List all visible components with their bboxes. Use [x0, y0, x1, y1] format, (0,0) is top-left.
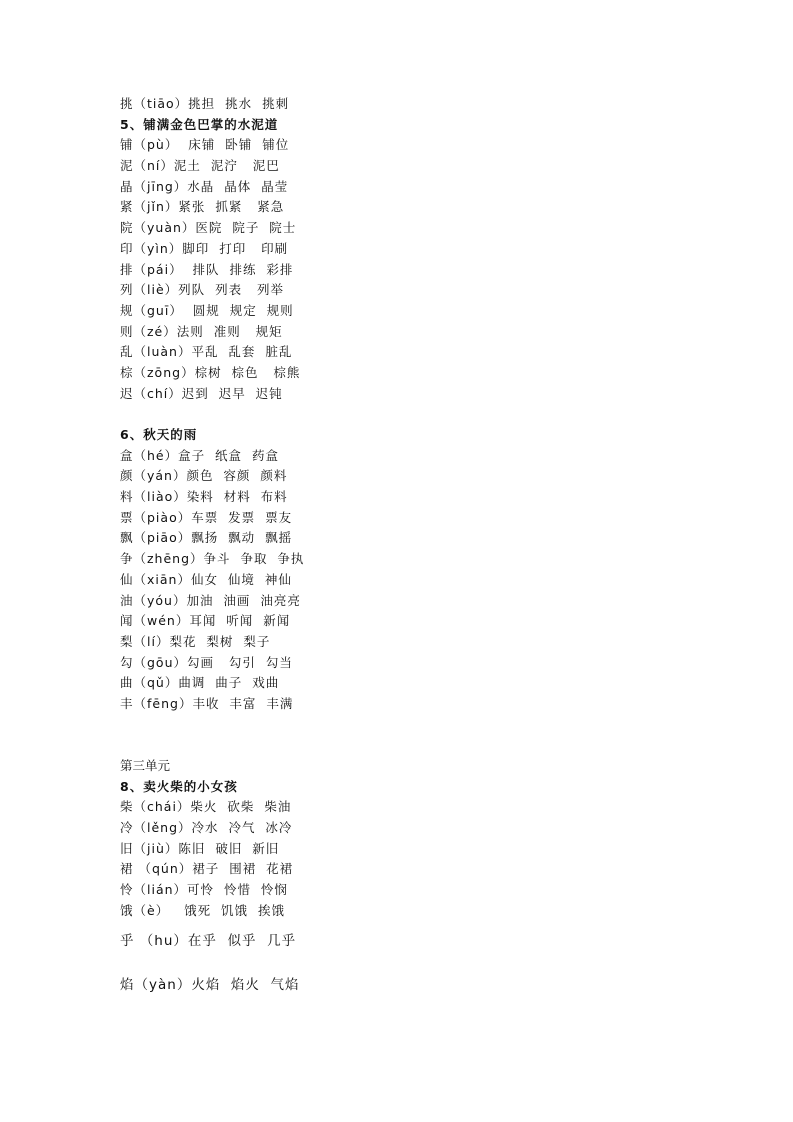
vocab-line: 旧（jiù）陈旧 破旧 新旧 [120, 840, 280, 856]
vocab-line: 则（zé）法则 准则 规矩 [120, 323, 283, 339]
spacer [120, 715, 740, 756]
vocab-line: 油（yóu）加油 油画 油亮亮 [120, 592, 301, 608]
vocab-line: 曲（qǔ）曲调 曲子 戏曲 [120, 675, 280, 691]
vocab-line: 乎 （hu）在乎 似乎 几乎 [120, 932, 297, 949]
vocab-line: 晶（jīng）水晶 晶体 晶莹 [120, 178, 289, 194]
vocab-line: 梨（lí）梨花 梨树 梨子 [120, 633, 271, 649]
vocab-line: 飘（piāo）飘扬 飘动 飘摇 [120, 530, 293, 546]
vocab-line: 列（liè）列队 列表 列举 [120, 282, 285, 298]
vocab-line: 焰（yàn）火焰 焰火 气焰 [120, 976, 300, 993]
lesson-8-title: 8、卖火柴的小女孩 [120, 778, 238, 794]
unit-3-label: 第三单元 [120, 758, 171, 774]
text-line: 挑（tiāo）挑担 挑水 挑刺 [120, 96, 290, 111]
vocab-line: 棕（zōng）棕树 棕色 棕熊 [120, 364, 301, 380]
vocab-line: 盒（hé）盒子 纸盒 药盒 [120, 447, 280, 463]
lesson-8-vocab-list [120, 797, 740, 921]
vocab-line: 铺（pù） 床铺 卧铺 铺位 [120, 137, 290, 153]
lesson-6-vocab-list [120, 446, 740, 715]
vocab-line: 裙 （qún）裙子 围裙 花裙 [120, 861, 294, 877]
vocab-line: 印（yìn）脚印 打印 印刷 [120, 240, 289, 256]
vocab-line: 仙（xiān）仙女 仙境 神仙 [120, 571, 292, 587]
document-page [120, 94, 740, 998]
vocab-line: 排（pái） 排队 排练 彩排 [120, 261, 294, 277]
vocab-line: 乱（luàn）平乱 乱套 脏乱 [120, 344, 293, 360]
lesson-6-title: 6、秋天的雨 [120, 427, 198, 442]
spacer [120, 954, 740, 972]
vocab-line: 泥（ní）泥土 泥泞 泥巴 [120, 158, 280, 174]
vocab-line: 怜（lián）可怜 怜惜 怜悯 [120, 882, 288, 898]
vocab-line: 丰（fēng）丰收 丰富 丰满 [120, 695, 294, 711]
vocab-line: 勾（gōu）勾画 勾引 勾当 [120, 654, 293, 670]
lesson-5-vocab-list [120, 135, 740, 404]
vocab-line: 料（liào）染料 材料 布料 [120, 489, 288, 505]
vocab-line: 饿（è） 饿死 饥饿 挨饿 [120, 902, 286, 918]
vocab-line: 院（yuàn）医院 院子 院士 [120, 220, 297, 236]
vocab-line: 规（guī） 圆规 规定 规则 [120, 302, 294, 318]
vocab-line: 紧（jǐn）紧张 抓紧 紧急 [120, 199, 285, 215]
vocab-line: 迟（chí）迟到 迟早 迟钝 [120, 385, 283, 401]
vocab-line: 冷（lěng）冷水 冷气 冰冷 [120, 820, 293, 836]
lesson-5-title: 5、铺满金色巴掌的水泥道 [120, 116, 279, 132]
vocab-line: 闻（wén）耳闻 听闻 新闻 [120, 613, 291, 629]
vocab-line: 争（zhēng）争斗 争取 争执 [120, 551, 305, 567]
vocab-line: 柴（chái）柴火 砍柴 柴油 [120, 799, 292, 815]
spacer [120, 404, 740, 425]
vocab-line: 颜（yán）颜色 容颜 颜料 [120, 468, 288, 484]
vocab-line: 票（piào）车票 发票 票友 [120, 509, 293, 525]
